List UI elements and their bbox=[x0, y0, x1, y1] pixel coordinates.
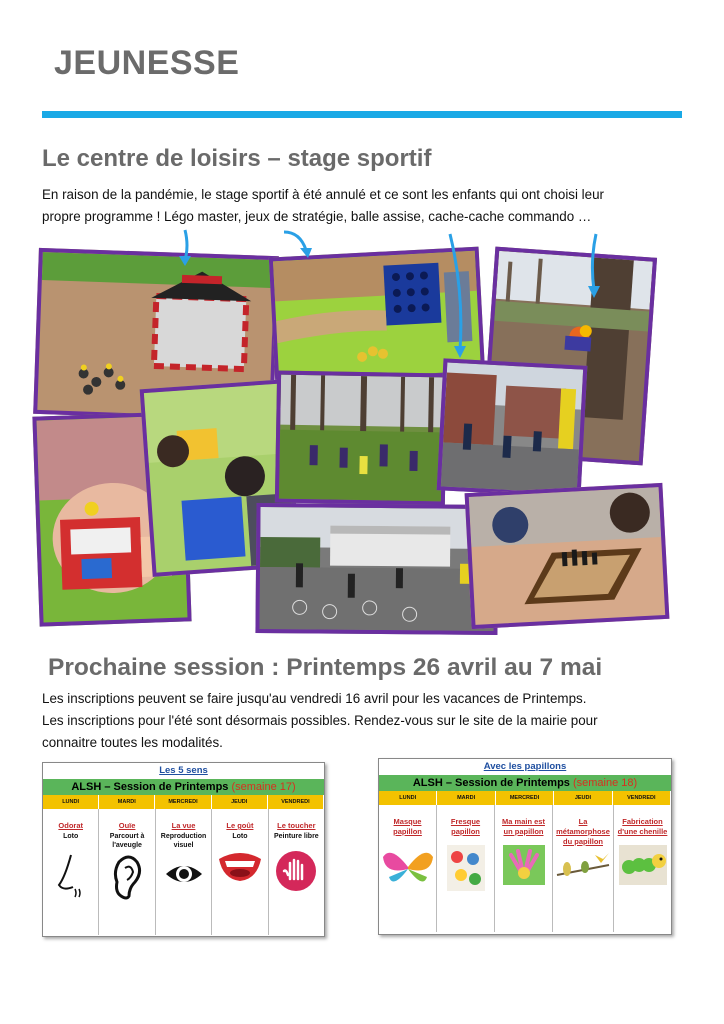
arrow-icon-4 bbox=[584, 232, 604, 302]
nose-icon bbox=[51, 851, 91, 901]
day-label: JEUDI bbox=[554, 791, 612, 805]
arrow-icon-3 bbox=[446, 232, 470, 362]
photo-chess bbox=[465, 483, 670, 629]
photo-playground bbox=[255, 503, 498, 635]
schedule-2-theme: Avec les papillons bbox=[483, 761, 567, 772]
activity-cell: Ma main est un papillon bbox=[495, 805, 553, 932]
activity-cell: La vue Reproduction visuel bbox=[156, 809, 212, 935]
schedule-2-days bbox=[379, 791, 671, 805]
metamorphosis-icon bbox=[553, 851, 613, 881]
day-label: MERCREDI bbox=[496, 791, 554, 805]
day-label: MERCREDI bbox=[155, 795, 211, 809]
title-rule bbox=[42, 111, 682, 118]
schedule-1-title: ALSH – Session de Printemps (semaine 17) bbox=[43, 779, 324, 795]
session-text-line-3: connaitre toutes les modalités. bbox=[42, 735, 223, 750]
activity-cell: Fabrication d'une chenille bbox=[614, 805, 671, 932]
stage-text-line-2: propre programme ! Légo master, jeux de stratégie, balle assise, cache-cache commando … bbox=[42, 209, 592, 224]
activity-cell: Le toucher Peinture libre bbox=[269, 809, 324, 935]
schedule-week-18 bbox=[378, 758, 672, 935]
activity-cell: Le goût Loto bbox=[212, 809, 268, 935]
photo-courtyard bbox=[437, 358, 588, 497]
schedule-week-17 bbox=[42, 762, 325, 937]
hand-icon bbox=[274, 849, 318, 893]
butterfly-mask-icon bbox=[381, 845, 435, 889]
activity-cell: La métamorphose du papillon bbox=[553, 805, 614, 932]
day-label: VENDREDI bbox=[613, 791, 671, 805]
schedule-1-theme: Les 5 sens bbox=[159, 765, 208, 776]
day-label: VENDREDI bbox=[268, 795, 324, 809]
paint-icon bbox=[445, 843, 487, 893]
schedule-2-title: ALSH – Session de Printemps (semaine 18) bbox=[379, 775, 671, 791]
stage-text-line-1: En raison de la pandémie, le stage sportif à été annulé et ce sont les enfants qui ont choisi leur bbox=[42, 187, 605, 202]
ear-icon bbox=[107, 852, 147, 902]
session-text-line-2: Les inscriptions pour l'été sont désormais possibles. Rendez-vous sur le site de la mairie pour bbox=[42, 713, 598, 728]
page-title: JEUNESSE bbox=[54, 44, 240, 82]
section-heading-stage: Le centre de loisirs – stage sportif bbox=[42, 145, 432, 172]
day-label: MARDI bbox=[99, 795, 155, 809]
day-label: LUNDI bbox=[43, 795, 99, 809]
mouth-icon bbox=[215, 845, 265, 885]
arrow-icon-1 bbox=[175, 228, 195, 268]
section-heading-next-session: Prochaine session : Printemps 26 avril au 7 mai bbox=[48, 654, 603, 681]
activity-cell: Odorat Loto bbox=[43, 809, 99, 935]
day-label: LUNDI bbox=[379, 791, 437, 805]
eye-icon bbox=[162, 854, 206, 894]
photo-playing-field bbox=[275, 371, 447, 506]
session-text-line-1: Les inscriptions peuvent se faire jusqu'au vendredi 16 avril pour les vacances de Printemps. bbox=[42, 691, 587, 706]
activity-cell: Masque papillon bbox=[379, 805, 437, 932]
day-label: MARDI bbox=[437, 791, 495, 805]
activity-cell: Fresque papillon bbox=[437, 805, 495, 932]
schedule-1-days bbox=[43, 795, 324, 809]
activity-cell: Ouïe Parcourt à l'aveugle bbox=[99, 809, 155, 935]
hand-print-icon bbox=[501, 843, 547, 887]
day-label: JEUDI bbox=[212, 795, 268, 809]
caterpillar-icon bbox=[617, 843, 669, 887]
arrow-icon-2 bbox=[280, 228, 320, 262]
